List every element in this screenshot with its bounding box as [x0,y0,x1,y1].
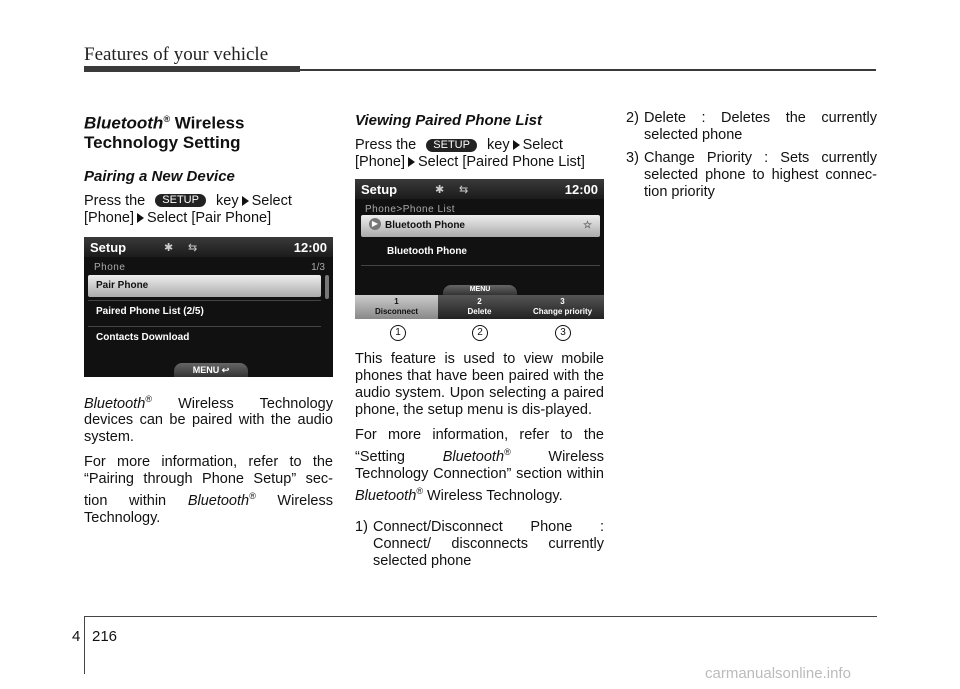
column-1 [84,110,333,535]
list-item: 1) Connect/Disconnect Phone : Connect/ disconnects currently selected phone [355,518,604,569]
paragraph: For more information, refer to the “Setting Bluetooth® Wireless Technology Connection” section within Bluetooth® Wireless Technology. [355,427,604,504]
screen-clock: 12:00 [564,182,598,197]
callout-3: 3 [555,325,571,341]
action-tabs [355,295,604,319]
phone-setup-screen [84,237,333,377]
menu-item-paired-phone-list[interactable]: Paired Phone List (2/5) [96,305,204,317]
section-heading: Bluetooth® Wireless Technology Setting [84,113,245,152]
menu-item-pair-phone[interactable]: Pair Phone [88,275,321,297]
page-header-title: Features of your vehicle [84,44,269,65]
screen-title: Setup [90,239,127,255]
figure-wrapper [355,179,604,341]
column-3 [626,110,877,207]
column-2 [355,110,604,576]
tab-disconnect[interactable]: 1 Disconnect [355,295,438,319]
usb-icon: ⇆ [188,241,198,254]
footer-rule [84,616,877,617]
menu-button[interactable]: MENU ↩ [174,363,248,377]
screen-title: Setup [361,182,398,197]
list-item[interactable]: Bluetooth Phone ☆ [361,215,600,237]
subsection-heading: Pairing a New Device [84,167,235,185]
bluetooth-icon: ✱ [164,241,174,254]
usb-icon: ⇆ [459,184,469,196]
paragraph: For more information, refer to the “Pairing through Phone Setup” sec-tion within Bluetooth® Wireless Technology. [84,454,333,527]
tab-delete[interactable]: 2 Delete [438,295,521,319]
scrollbar[interactable] [325,275,329,299]
list-item: 3) Change Priority : Sets currently selected phone to highest connec-tion priority [626,150,877,200]
play-icon: ▶ [369,218,381,230]
header-rule [300,69,876,71]
watermark: carmanualsonline.info [705,665,851,682]
nav-instruction: Press the SETUP key Select [Phone] Select [Paired Phone List] [355,137,585,170]
page-number: 216 [92,628,118,645]
menu-button[interactable]: MENU [443,285,517,295]
chapter-number: 4 [72,628,81,645]
setup-key-badge: SETUP [155,194,206,207]
screen-page-indicator: 1/3 [311,261,325,273]
star-icon: ☆ [583,220,592,231]
paragraph: Bluetooth® Wireless Technology devices can be paired with the audio system. [84,393,333,446]
header-bar [84,66,300,72]
list-item[interactable]: Bluetooth Phone [387,246,467,257]
arrow-right-icon [242,196,249,206]
tab-change-priority[interactable]: 3 Change priority [521,295,604,319]
arrow-right-icon [513,140,520,150]
callout-2: 2 [472,325,488,341]
screen-subheader: Phone>Phone List [365,204,456,215]
bluetooth-icon: ✱ [435,184,445,196]
menu-item-contacts-download[interactable]: Contacts Download [96,331,190,343]
arrow-right-icon [408,157,415,167]
footer-divider [84,616,85,674]
paragraph: This feature is used to view mobile phones that have been paired with the audio system. Upon selecting a paired phone, the setup menu is dis-played. [355,351,604,418]
screen-clock: 12:00 [293,239,327,255]
subsection-heading: Viewing Paired Phone List [355,112,542,129]
setup-key-badge: SETUP [426,139,477,152]
arrow-right-icon [137,213,144,223]
screen-subheader: Phone [94,261,126,273]
nav-instruction: Press the SETUP key Select [Phone] Select [Pair Phone] [84,192,292,226]
callout-1: 1 [390,325,406,341]
phone-list-screen [355,179,604,319]
list-item: 2) Delete : Deletes the currently selected phone [626,110,877,143]
